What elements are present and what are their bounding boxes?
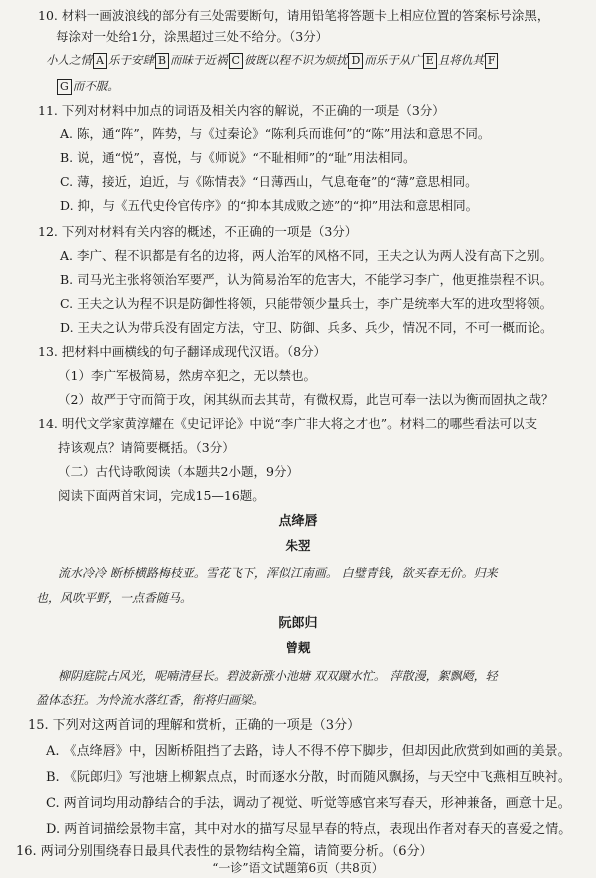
q15-option-b: B. 《阮郎归》写池塘上柳絮点点，时而逐水分散，时而随风飘扬，与天空中飞燕相互映衬。 (46, 770, 571, 785)
segment-4: 彼既以程不识为烦扰 (243, 53, 348, 67)
q12-option-a: A. 李广、程不识都是有名的边将，两人治军的风格不同，王夫之认为两人没有高下之别。 (60, 248, 552, 263)
q13-sentence-2: （2）故严于守而简于攻，闲其纵而去其苛，有微权焉，此岂可奉一法以为衡而固执之哉？ (58, 392, 554, 407)
segment-3: 而昧于近祸 (170, 53, 228, 67)
q16-stem: 16. 两词分别围绕春日最具代表性的景物结构全篇，请简要分析。（6分） (16, 844, 433, 859)
q15-option-d: D. 两首词描绘景物丰富，其中对水的描写尽显早春的特点，表现出作者对春天的喜爱之情。 (46, 822, 572, 837)
q12-stem: 12. 下列对材料有关内容的概述，不正确的一项是（3分） (38, 224, 358, 239)
q11-option-c: C. 薄，接近，迫近，与《陈情表》“日薄西山，气息奄奄”的“薄”意思相同。 (60, 174, 478, 189)
q11-stem: 11. 下列对材料中加点的词语及相关内容的解说，不正确的一项是（3分） (38, 103, 445, 118)
segment-1: 小人之情 (46, 53, 92, 67)
q15-option-c: C. 两首词均用动静结合的手法，调动了视觉、听觉等感官来写春天，形神兼备，画意十足。 (46, 796, 571, 811)
marker-g: G (57, 79, 72, 95)
marker-e: E (423, 53, 437, 69)
marker-f: F (485, 53, 499, 69)
q13-stem: 13. 把材料中画横线的句子翻译成现代汉语。（8分） (38, 344, 327, 359)
poem-1-line-2: 也，风吹平野，一点香随马。 (36, 591, 193, 605)
segment-2: 乐于安肆 (107, 53, 154, 67)
q13-sentence-1: （1）李广军极简易，然虏卒犯之，无以禁也。 (58, 368, 316, 383)
poem-2-title: 阮郎归 (278, 616, 318, 631)
section-title: （二）古代诗歌阅读（本题共2小题，9分） (58, 464, 299, 479)
poem-2-line-2: 盈体态狂。为怜流水落红香，衔将归画梁。 (36, 693, 265, 707)
poem-1-title: 点绛唇 (278, 514, 318, 529)
q11-option-d: D. 抑，与《五代史伶官传序》的“抑本其成败之迹”的“抑”用法和意思相同。 (60, 198, 479, 213)
q11-option-a: A. 陈，通“阵”，阵势，与《过秦论》“陈利兵而谁何”的“陈”用法和意思不同。 (60, 126, 491, 141)
poem-1-line-1: 流水冷冷 断桥横路梅枝亚。雪花飞下，浑似江南画。 白璧青钱，欲买春无价。归来 (58, 566, 498, 580)
segment-5: 而乐于从广 (364, 53, 422, 67)
page-footer: “一诊”语文试题第6页（共8页） (212, 861, 384, 875)
q14-line-1: 14. 明代文学家黄淳耀在《史记评论》中说“李广非大将之才也”。材料二的哪些看法可以支 (38, 416, 538, 431)
marker-c: C (229, 53, 243, 69)
segment-6: 且将仇其 (437, 53, 484, 67)
q12-option-d: D. 王夫之认为带兵没有固定方法，守卫、防御、兵多、兵少，情况不同，不可一概而论。 (60, 320, 553, 335)
poem-1-author: 朱翌 (285, 538, 311, 553)
q12-option-c: C. 王夫之认为程不识是防御性将领，只能带领少量兵士，李广是统率大军的进攻型将领。 (60, 296, 553, 311)
q11-option-b: B. 说，通“悦”，喜悦，与《师说》“不耻相师”的“耻”用法相同。 (60, 150, 416, 165)
q10-line-2: 每涂对一处给1分，涂黑超过三处不给分。（3分） (56, 29, 329, 44)
q10-boxes-line (46, 50, 499, 70)
marker-a: A (93, 53, 107, 69)
poem-2-line-1: 柳阴庭院占风光，呢喃清昼长。碧波新涨小池塘 双双蹴水忙。 萍散漫，絮飘飏，轻 (58, 669, 498, 683)
section-intro: 阅读下面两首宋词，完成15—16题。 (58, 488, 265, 503)
marker-d: D (348, 53, 363, 69)
marker-b: B (155, 53, 169, 69)
q10-line-4 (56, 76, 119, 96)
q14-line-2: 持该观点？请简要概括。（3分） (58, 440, 235, 455)
poem-2-author: 曾觌 (285, 640, 311, 655)
q15-option-a: A. 《点绛唇》中，因断桥阻挡了去路，诗人不得不停下脚步，但却因此欣赏到如画的美景。 (46, 744, 571, 759)
q12-option-b: B. 司马光主张将领治军要严，认为简易治军的危害大，不能学习李广，他更推崇程不识。 (60, 272, 553, 287)
q15-stem: 15. 下列对这两首词的理解和赏析，正确的一项是（3分） (28, 718, 361, 733)
segment-7: 而不服。 (72, 79, 119, 93)
q10-line-1: 10. 材料一画波浪线的部分有三处需要断句，请用铅笔将答题卡上相应位置的答案标号涂黑， (38, 8, 550, 23)
